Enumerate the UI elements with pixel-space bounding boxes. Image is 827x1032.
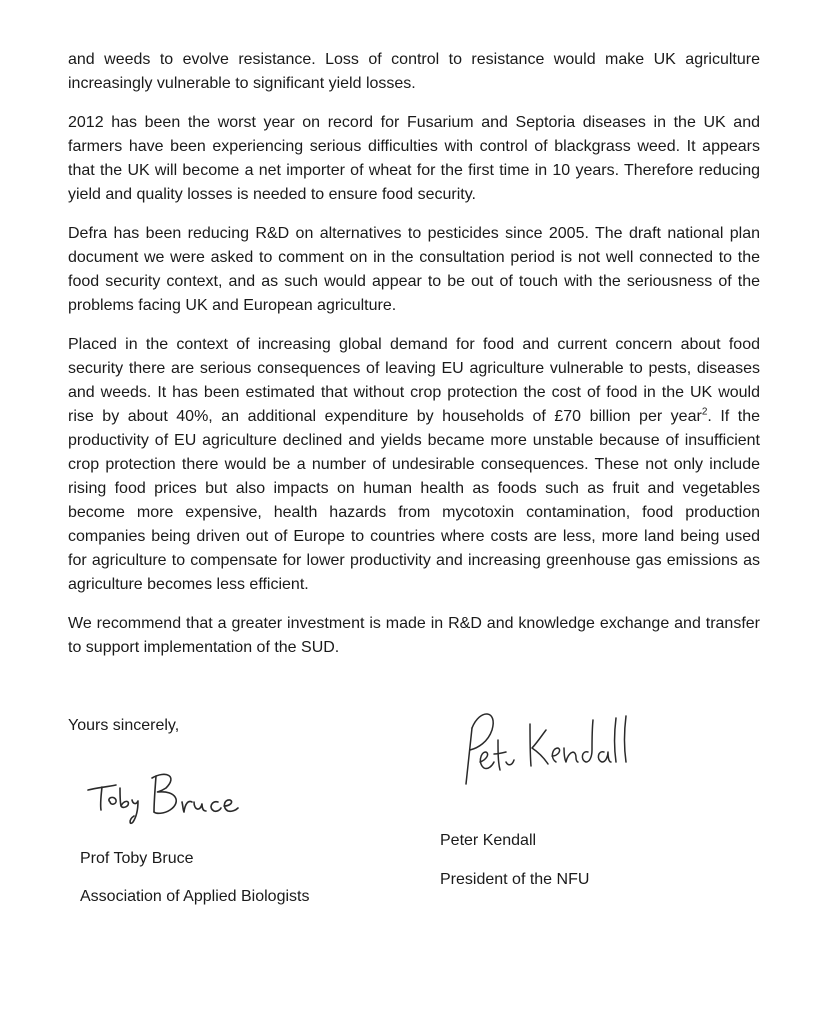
paragraph-food-security: [68, 333, 760, 597]
paragraph-defra: Defra has been reducing R&D on alternatives to pesticides since 2005. The draft national plan document we were asked to comment on in the consultation period is not well connected to the food security context, and as such would appear to be out of touch with the seriousness of the problems facing UK and European agriculture.: [68, 225, 760, 314]
paragraph-resistance: and weeds to evolve resistance. Loss of control to resistance would make UK agriculture increasingly vulnerable to significant yield losses.: [68, 51, 760, 92]
signatory-title-kendall: President of the NFU: [440, 871, 590, 888]
paragraph-food-security-part-a: Placed in the context of increasing global demand for food and current concern about food security there are serious consequences of leaving EU agriculture vulnerable to pests, diseases and weeds. It has been estimated that without crop protection the cost of food in the UK would rise by about 40%, an additional expenditure by households of £70 billion per year: [68, 336, 760, 425]
footnote-marker: 2: [701, 406, 708, 418]
signatory-name-bruce: Prof Toby Bruce: [80, 850, 194, 867]
letter-body: [68, 48, 760, 675]
paragraph-2012-diseases: 2012 has been the worst year on record for Fusarium and Septoria diseases in the UK and farmers have been experiencing serious difficulties with control of blackgrass weed. It appears that the UK will become a net importer of wheat for the first time in 10 years. Therefore reducing yield and quality losses is needed to ensure food security.: [68, 114, 760, 203]
signatory-name-kendall: Peter Kendall: [440, 832, 537, 849]
paragraph-food-security-part-b: . If the productivity of EU agriculture declined and yields became more unstable because of insufficient crop protection there would be a number of undesirable consequences. These not only include rising food prices but also impacts on human health as foods such as fruit and vegetables become more expensive, health hazards from mycotoxin contamination, food production companies being driven out of Europe to countries where costs are less, more land being used for agriculture to compensate for lower productivity and increasing greenhouse gas emissions as agriculture becomes less efficient.: [68, 408, 760, 593]
closing-salutation: Yours sincerely,: [68, 717, 180, 734]
signatory-organisation-bruce: Association of Applied Biologists: [80, 888, 310, 905]
paragraph-recommendation: We recommend that a greater investment is made in R&D and knowledge exchange and transfer to support implementation of the SUD.: [68, 615, 760, 656]
signature-toby-bruce: [84, 768, 264, 828]
signature-peter-kendall: [458, 700, 638, 795]
